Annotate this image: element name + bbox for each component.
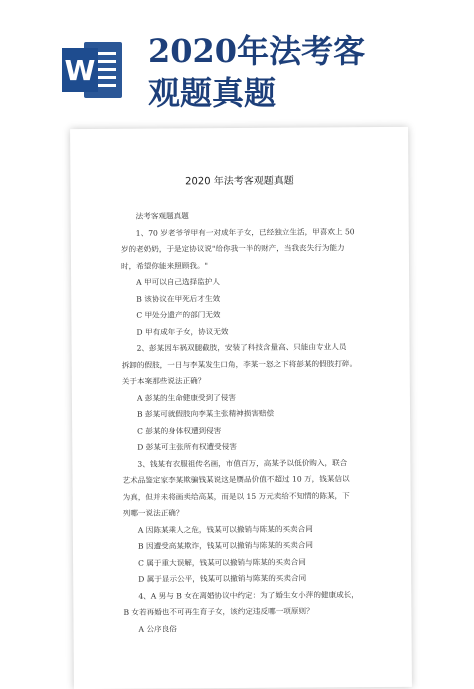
word-logo-icon xyxy=(62,40,124,100)
q3-option-c: C 属于重大误解，钱某可以撤销与陈某的买卖合同 xyxy=(138,557,306,568)
cover-title-line1: 2020年法考客 xyxy=(148,32,366,70)
word-logo-letter: W xyxy=(62,48,98,92)
q1-line1: 1、70 岁老爷爷甲有一对成年子女，已经独立生活，甲喜欢上 50 xyxy=(135,226,355,238)
q2-line2: 拆卸的假肢，一日与李某发生口角，李某一怒之下将彭某的假肢打碎。 xyxy=(121,358,358,370)
q1-option-b: B 该协议在甲死后才生效 xyxy=(136,293,221,304)
q1-option-a: A 甲可以自己选择监护人 xyxy=(136,277,220,287)
q3-option-b: B 因遭受高某欺诈，钱某可以撤销与陈某的买卖合同 xyxy=(137,540,314,551)
document-heading: 法考客观题真题 xyxy=(135,211,189,221)
q3-option-a: A 因陈某乘人之危，钱某可以撤销与陈某的买卖合同 xyxy=(137,524,313,535)
q1-option-c: C 甲处分遗产的部门无效 xyxy=(136,310,221,320)
document-page xyxy=(70,127,412,689)
q2-option-c: C 彭某的身体权遭到侵害 xyxy=(137,425,222,436)
q3-line1: 3、钱某有衣服祖传名画，市值百万，高某予以低价购入，联合 xyxy=(137,457,348,469)
q4-option-a: A 公序良俗 xyxy=(138,623,177,634)
q2-option-d: D 彭某可主张所有权遭受侵害 xyxy=(137,442,237,452)
q1-line3: 时，希望你能来照顾我。" xyxy=(120,260,209,271)
q4-line1: 4、A 男与 B 女在离婚协议中约定：为了婚生女小萍的健康成长， xyxy=(138,589,359,601)
q2-line3: 关于本案那些说法正确？ xyxy=(121,376,206,386)
document-title: 2020 年法考客观题真题 xyxy=(185,175,294,188)
q2-line1: 2、彭某因车祸双腿截肢，安装了科技含量高、只能由专业人员 xyxy=(136,342,347,353)
cover-title xyxy=(148,30,448,114)
q2-option-b: B 彭某可就假肢向李某主张精神损害赔偿 xyxy=(137,408,275,419)
cover-title-line2: 观题真题 xyxy=(148,74,277,112)
q4-line2: B 女若再婚也不可再生育子女，该约定违反哪一项原则？ xyxy=(123,606,314,617)
q3-line2: 艺术品鉴定家李某欺骗钱某说这是赝品价值不超过 10 万，钱某信以 xyxy=(122,474,350,485)
q1-option-d: D 甲有成年子女，协议无效 xyxy=(136,326,229,337)
q3-line3: 为真，但并未将画卖给高某，而是以 15 万元卖给不知情的陈某，下 xyxy=(122,490,350,502)
document-body xyxy=(121,207,382,638)
q3-line4: 列哪一说法正确？ xyxy=(122,508,184,518)
q2-option-a: A 彭某的生命健康受到了侵害 xyxy=(136,392,236,403)
q1-line2: 岁的老奶奶，于是定协议说"给你我一半的财产，当我丧失行为能力 xyxy=(120,243,345,254)
q3-option-d: D 属于显示公平，钱某可以撤销与陈某的买卖合同 xyxy=(138,573,307,584)
